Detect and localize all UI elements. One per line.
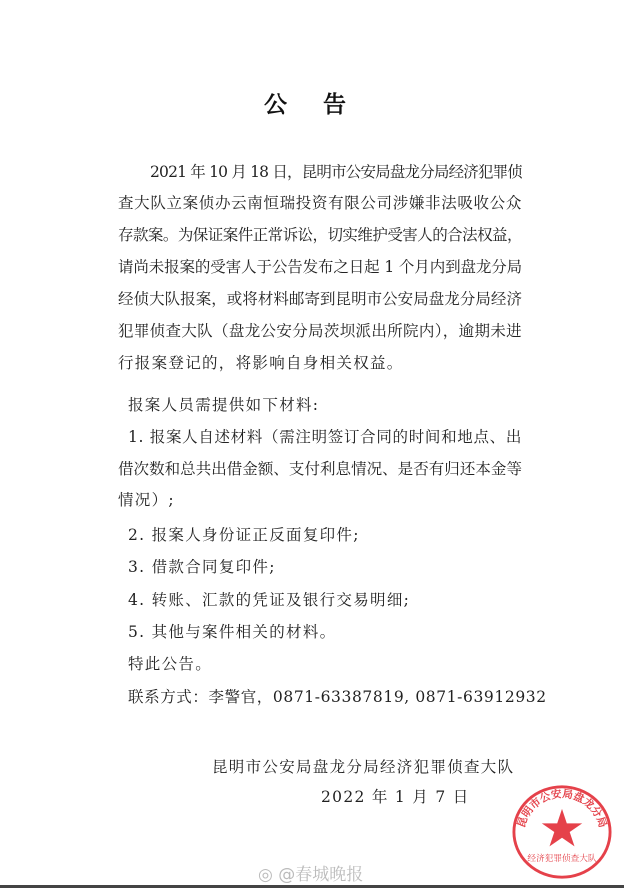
item-3: 3. 借款合同复印件;: [128, 558, 276, 576]
contact-info: 联系方式：李警官，0871-63387819, 0871-63912932: [128, 688, 547, 706]
paragraph-line: 存款案。为保证案件正常诉讼，切实维护受害人的合法权益，: [118, 226, 522, 244]
official-seal: [506, 782, 618, 882]
item-1-line: 1. 报案人自述材料（需注明签订合同的时间和地点、出: [128, 428, 522, 446]
seal-top-text: 昆明市公安局盘龙分局: [515, 788, 609, 830]
notice-date: 2022 年 1 月 7 日: [321, 788, 470, 806]
watermark: ◎ @春城晚报: [258, 865, 364, 885]
signature-org: 昆明市公安局盘龙分局经济犯罪侦查大队: [212, 758, 515, 776]
paragraph-line: 2021 年 10 月 18 日，昆明市公安局盘龙分局经济犯罪侦: [150, 163, 522, 181]
paragraph-line: 查大队立案侦办云南恒瑞投资有限公司涉嫌非法吸收公众: [118, 194, 522, 212]
item-1-line: 情况）;: [118, 491, 175, 509]
paragraph-line: 经侦大队报案，或将材料邮寄到昆明市公安局盘龙分局经济: [118, 290, 522, 308]
closing: 特此公告。: [128, 655, 213, 673]
materials-intro: 报案人员需提供如下材料:: [128, 396, 320, 414]
notice-title: 公 告: [263, 92, 360, 118]
item-5: 5. 其他与案件相关的材料。: [128, 623, 337, 641]
item-2: 2. 报案人身份证正反面复印件;: [128, 526, 360, 544]
star-icon: [542, 809, 582, 847]
seal-bottom-text: 经济犯罪侦查大队: [527, 853, 597, 864]
item-4: 4. 转账、汇款的凭证及银行交易明细;: [128, 591, 411, 609]
paragraph-line: 请尚未报案的受害人于公告发布之日起 1 个月内到盘龙分局: [118, 258, 522, 276]
item-1-line: 借次数和总共出借金额、支付利息情况、是否有归还本金等: [118, 460, 522, 478]
paragraph-line: 行报案登记的，将影响自身相关权益。: [118, 354, 404, 372]
paragraph-line: 犯罪侦查大队（盘龙公安分局茨坝派出所院内），逾期未进: [118, 322, 522, 340]
weibo-icon: ◎: [258, 865, 279, 885]
